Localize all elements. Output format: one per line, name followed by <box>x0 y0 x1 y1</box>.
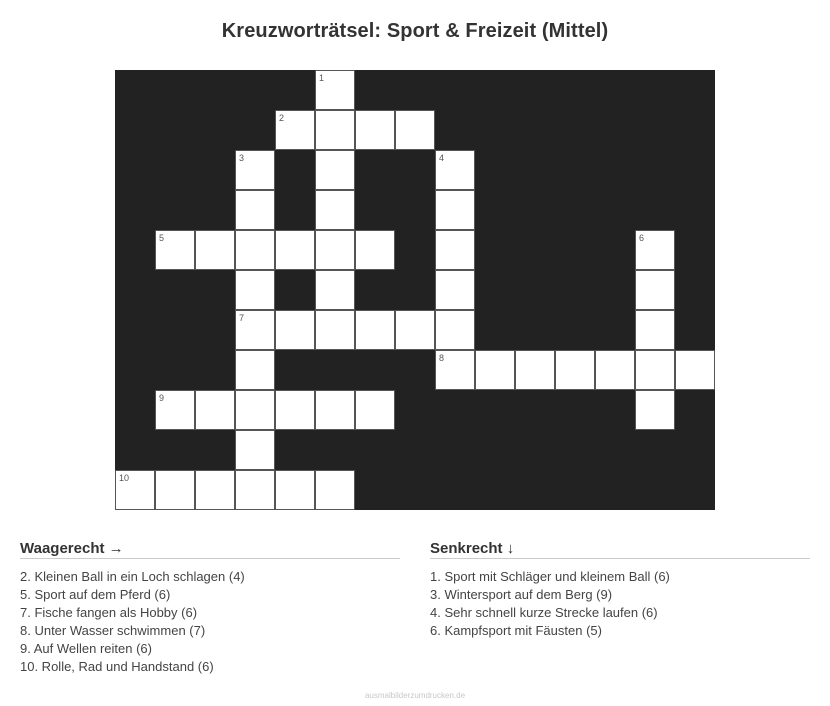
crossword-cell[interactable] <box>315 470 355 510</box>
crossword-cell[interactable] <box>235 430 275 470</box>
clue-number: 1 <box>319 73 325 83</box>
crossword-cell[interactable] <box>555 350 595 390</box>
clue-across-7: 7. Fische fangen als Hobby (6) <box>20 605 198 620</box>
crossword-cell[interactable] <box>635 390 675 430</box>
clue-across-8: 8. Unter Wasser schwimmen (7) <box>20 623 206 638</box>
crossword-cell[interactable] <box>275 110 315 150</box>
crossword-cell[interactable] <box>235 310 275 350</box>
crossword-cell[interactable] <box>635 310 675 350</box>
across-heading: Waagerecht → <box>20 540 400 559</box>
crossword-cell[interactable] <box>475 350 515 390</box>
crossword-cell[interactable] <box>235 150 275 190</box>
clue-down-3: 3. Wintersport auf dem Berg (9) <box>430 587 613 602</box>
clue-down-6: 6. Kampfsport mit Fäusten (5) <box>430 623 602 638</box>
crossword-cell[interactable] <box>435 310 475 350</box>
crossword-cell[interactable] <box>155 230 195 270</box>
clue-down-1: 1. Sport mit Schläger und kleinem Ball (6) <box>430 569 670 584</box>
crossword-cell[interactable] <box>315 230 355 270</box>
crossword-cell[interactable] <box>235 270 275 310</box>
clue-number: 9 <box>159 393 165 403</box>
crossword-cell[interactable] <box>315 70 355 110</box>
crossword-cell[interactable] <box>235 230 275 270</box>
crossword-cell[interactable] <box>275 310 315 350</box>
crossword-cell[interactable] <box>155 470 195 510</box>
crossword-cell[interactable] <box>115 470 155 510</box>
crossword-cell[interactable] <box>435 270 475 310</box>
crossword-cell[interactable] <box>435 230 475 270</box>
crossword-cell[interactable] <box>355 230 395 270</box>
crossword-cell[interactable] <box>435 150 475 190</box>
down-heading: Senkrecht ↓ <box>430 540 810 559</box>
crossword-cell[interactable] <box>235 350 275 390</box>
clue-down-4: 4. Sehr schnell kurze Strecke laufen (6) <box>430 605 658 620</box>
crossword-cell[interactable] <box>275 470 315 510</box>
crossword-cell[interactable] <box>315 190 355 230</box>
crossword-cell[interactable] <box>235 390 275 430</box>
crossword-cell[interactable] <box>595 350 635 390</box>
crossword-cell[interactable] <box>635 270 675 310</box>
clue-number: 7 <box>239 313 245 323</box>
crossword-cell[interactable] <box>235 470 275 510</box>
crossword-cell[interactable] <box>315 310 355 350</box>
crossword-cell[interactable] <box>675 350 715 390</box>
crossword-cell[interactable] <box>355 390 395 430</box>
crossword-grid <box>115 70 715 510</box>
crossword-cell[interactable] <box>315 150 355 190</box>
clue-across-2: 2. Kleinen Ball in ein Loch schlagen (4) <box>20 569 245 584</box>
down-clue-list <box>430 568 810 640</box>
clue-across-9: 9. Auf Wellen reiten (6) <box>20 641 152 656</box>
clue-number: 2 <box>279 113 285 123</box>
clue-number: 5 <box>159 233 165 243</box>
across-clue-list <box>20 568 400 676</box>
crossword-cell[interactable] <box>435 190 475 230</box>
page-title: Kreuzworträtsel: Sport & Freizeit (Mittel) <box>221 20 609 42</box>
clue-number: 6 <box>639 233 645 243</box>
clue-number: 10 <box>119 473 130 483</box>
across-clues <box>20 540 400 676</box>
crossword-cell[interactable] <box>395 110 435 150</box>
crossword-cell[interactable] <box>435 350 475 390</box>
crossword-cell[interactable] <box>515 350 555 390</box>
down-clues <box>430 540 810 640</box>
crossword-cell[interactable] <box>155 390 195 430</box>
clue-across-5: 5. Sport auf dem Pferd (6) <box>20 587 171 602</box>
crossword-cell[interactable] <box>395 310 435 350</box>
clue-number: 3 <box>239 153 245 163</box>
clue-number: 4 <box>439 153 445 163</box>
clue-number: 8 <box>439 353 445 363</box>
crossword-cell[interactable] <box>195 230 235 270</box>
clue-across-10: 10. Rolle, Rad und Handstand (6) <box>20 659 214 674</box>
crossword-cell[interactable] <box>195 470 235 510</box>
crossword-cell[interactable] <box>235 190 275 230</box>
crossword-cell[interactable] <box>355 110 395 150</box>
crossword-cell[interactable] <box>275 230 315 270</box>
crossword-cell[interactable] <box>315 110 355 150</box>
crossword-cell[interactable] <box>315 270 355 310</box>
crossword-cell[interactable] <box>635 230 675 270</box>
crossword-cell[interactable] <box>195 390 235 430</box>
crossword-cell[interactable] <box>275 390 315 430</box>
footer-credit: ausmalbilderzumdrucken.de <box>364 691 466 700</box>
crossword-cell[interactable] <box>355 310 395 350</box>
crossword-cell[interactable] <box>315 390 355 430</box>
crossword-cell[interactable] <box>635 350 675 390</box>
